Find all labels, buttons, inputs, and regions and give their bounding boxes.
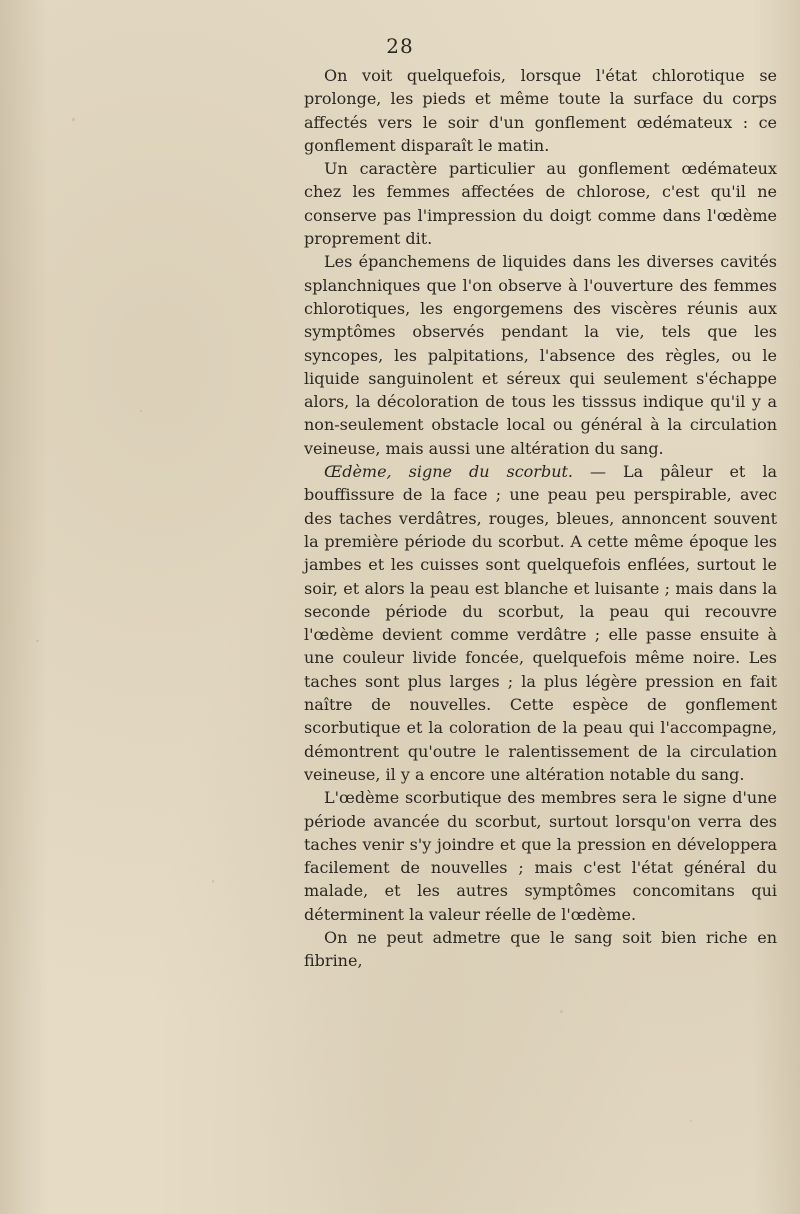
- paragraph-text: On ne peut admetre que le sang soit bien riche en fibrine,: [304, 927, 777, 971]
- paragraph-text: On voit quelquefois, lorsque l'état chlorotique se prolonge, les pieds et même toute la surface du corps affectés vers le soir d'un gonflement œdémateux : ce gonflement disparaît le matin.: [304, 66, 777, 155]
- paragraph-oedeme-scorbut: [304, 460, 777, 786]
- paper-speck: [560, 1010, 563, 1013]
- paper-speck: [72, 118, 75, 121]
- paper-speck: [212, 880, 214, 883]
- paragraph-text: L'œdème scorbutique des membres sera le signe d'une période avancée du scorbut, surtout lorsqu'on verra des taches venir s'y joindre et que la pression en développera facilement de nouvelles ; mais c'est l'état général du malade, et les autres symptômes concomitans qui déterminent la valeur réelle de l'œdème.: [304, 788, 777, 924]
- paragraph-lead-italic: Œdème, signe du scorbut.: [324, 462, 574, 482]
- paragraph: [304, 157, 777, 250]
- paragraph-text: Les épanchemens de liquides dans les diverses cavités splanchniques que l'on observe à l'ouverture des femmes chlorotiques, les engorgemens des viscères réunis aux symptômes observés pendant la vie, tels que les syncopes, les palpitations, l'absence des règles, ou le liquide sanguinolent et séreux qui seulement s'échappe alors, la décoloration de tous les tisssus indique qu'il y a non-seulement obstacle local ou général à la circulation veineuse, mais aussi une altération du sang.: [304, 252, 777, 458]
- page-number: 28: [386, 34, 414, 58]
- paragraph-text: — La pâleur et la bouffissure de la face ; une peau peu perspirable, avec des taches verdâtres, rouges, bleues, annoncent souvent la première période du scorbut. A cette même époque les jambes et les cuisses sont quelquefois enflées, surtout le soir, et alors la peau est blanche et luisante ; mais dans la seconde période du scorbut, la peau qui recouvre l'œdème devient comme verdâtre ; elle passe ensuite à une couleur livide foncée, quelquefois même noire. Les taches sont plus larges ; la plus légère pression en fait naître de nouvelles. Cette espèce de gonflement scorbutique et la coloration de la peau qui l'accompagne, démontrent qu'outre le ralentissement de la circulation veineuse, il y a encore une altération notable du sang.: [304, 462, 778, 784]
- paper-speck: [36, 640, 39, 642]
- paragraph: [304, 786, 777, 926]
- text-body: [304, 64, 777, 973]
- paragraph: [304, 64, 777, 157]
- paper-speck: [690, 1120, 692, 1122]
- paper-speck: [140, 410, 142, 412]
- paragraph: [304, 250, 777, 460]
- paragraph-text: Un caractère particulier au gonflement œdémateux chez les femmes affectées de chlorose, c'est qu'il ne conserve pas l'impression du doigt comme dans l'œdème proprement dit.: [304, 159, 777, 249]
- paragraph-last: [304, 926, 777, 973]
